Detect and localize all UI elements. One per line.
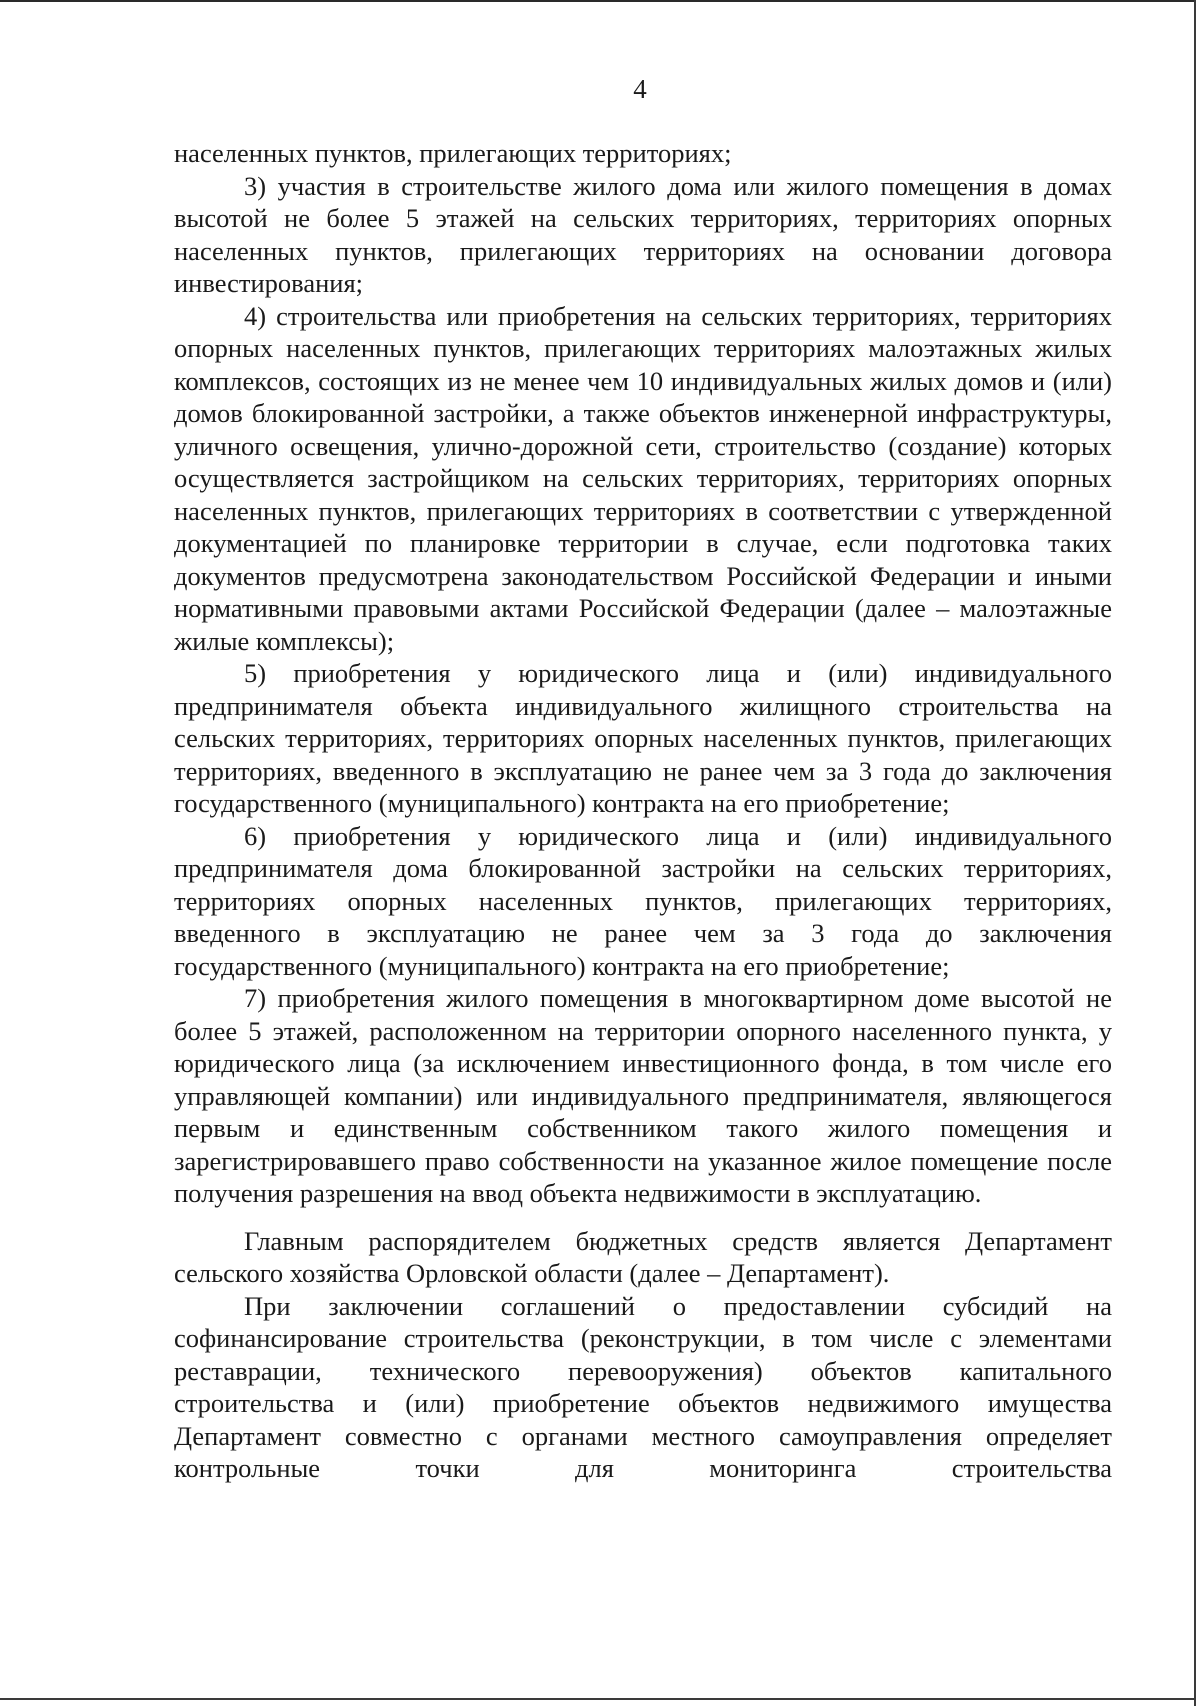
paragraph-item-7: 7) приобретения жилого помещения в многоквартирном доме высотой не более 5 этажей, расположенном на территории опорного населенного пункта, у юридического лица (за исключением инвестиционного фонда, в том числе его управляющей компании) или индивидуального предпринимателя, являющегося первым и единственным собственником такого жилого помещения и зарегистрировавшего право собственности на указанное жилое помещение после получения разрешения на ввод объекта недвижимости в эксплуатацию. xyxy=(174,983,1112,1208)
paragraph-continuation: населенных пунктов, прилегающих территориях; xyxy=(174,138,732,168)
scan-edge-top xyxy=(0,0,1196,2)
paragraph-item-3: 3) участия в строительстве жилого дома или жилого помещения в домах высотой не более 5 этажей на сельских территориях, территориях опорных населенных пунктов, прилегающих территориях на основании договора инвестирования; xyxy=(174,170,1112,298)
document-body xyxy=(174,137,1112,1485)
scan-edge-bottom xyxy=(0,1698,1196,1700)
scan-edge-right xyxy=(1194,0,1196,1706)
paragraph-item-6: 6) приобретения у юридического лица и (или) индивидуального предпринимателя дома блокированной застройки на сельских территориях, территориях опорных населенных пунктов, прилегающих территориях, введенного в эксплуатацию не ранее чем за 3 года до заключения государственного (муниципального) контракта на его приобретение; xyxy=(174,820,1112,981)
page-number: 4 xyxy=(633,74,647,104)
paragraph-agreements: При заключении соглашений о предоставлении субсидий на софинансирование строительства (реконструкции, в том числе с элементами реставрации, технического перевооружения) объектов капитального строительства и (или) приобретение объектов недвижимого имущества Департамент совместно с органами местного самоуправления определяет контрольные точки для мониторинга строительства xyxy=(174,1290,1112,1483)
paragraph-item-4: 4) строительства или приобретения на сельских территориях, территориях опорных населенных пунктов, прилегающих территориях малоэтажных жилых комплексов, состоящих из не менее чем 10 индивидуальных жилых домов и (или) домов блокированной застройки, а также объектов инженерной инфраструктуры, уличного освещения, улично-дорожной сети, строительство (создание) которых осуществляется застройщиком на сельских территориях, территориях опорных населенных пунктов, прилегающих территориях в соответствии с утвержденной документацией по планировке территории в случае, если подготовка таких документов предусмотрена законодательством Российской Федерации и иными нормативными правовыми актами Российской Федерации (далее – малоэтажные жилые комплексы); xyxy=(174,300,1112,656)
paragraph-item-5: 5) приобретения у юридического лица и (или) индивидуального предпринимателя объекта индивидуального жилищного строительства на сельских территориях, территориях опорных населенных пунктов, прилегающих территориях, введенного в эксплуатацию не ранее чем за 3 года до заключения государственного (муниципального) контракта на его приобретение; xyxy=(174,658,1112,818)
paragraph-main-administrator: Главным распорядителем бюджетных средств является Департамент сельского хозяйства Орловской области (далее – Департамент). xyxy=(174,1225,1112,1288)
